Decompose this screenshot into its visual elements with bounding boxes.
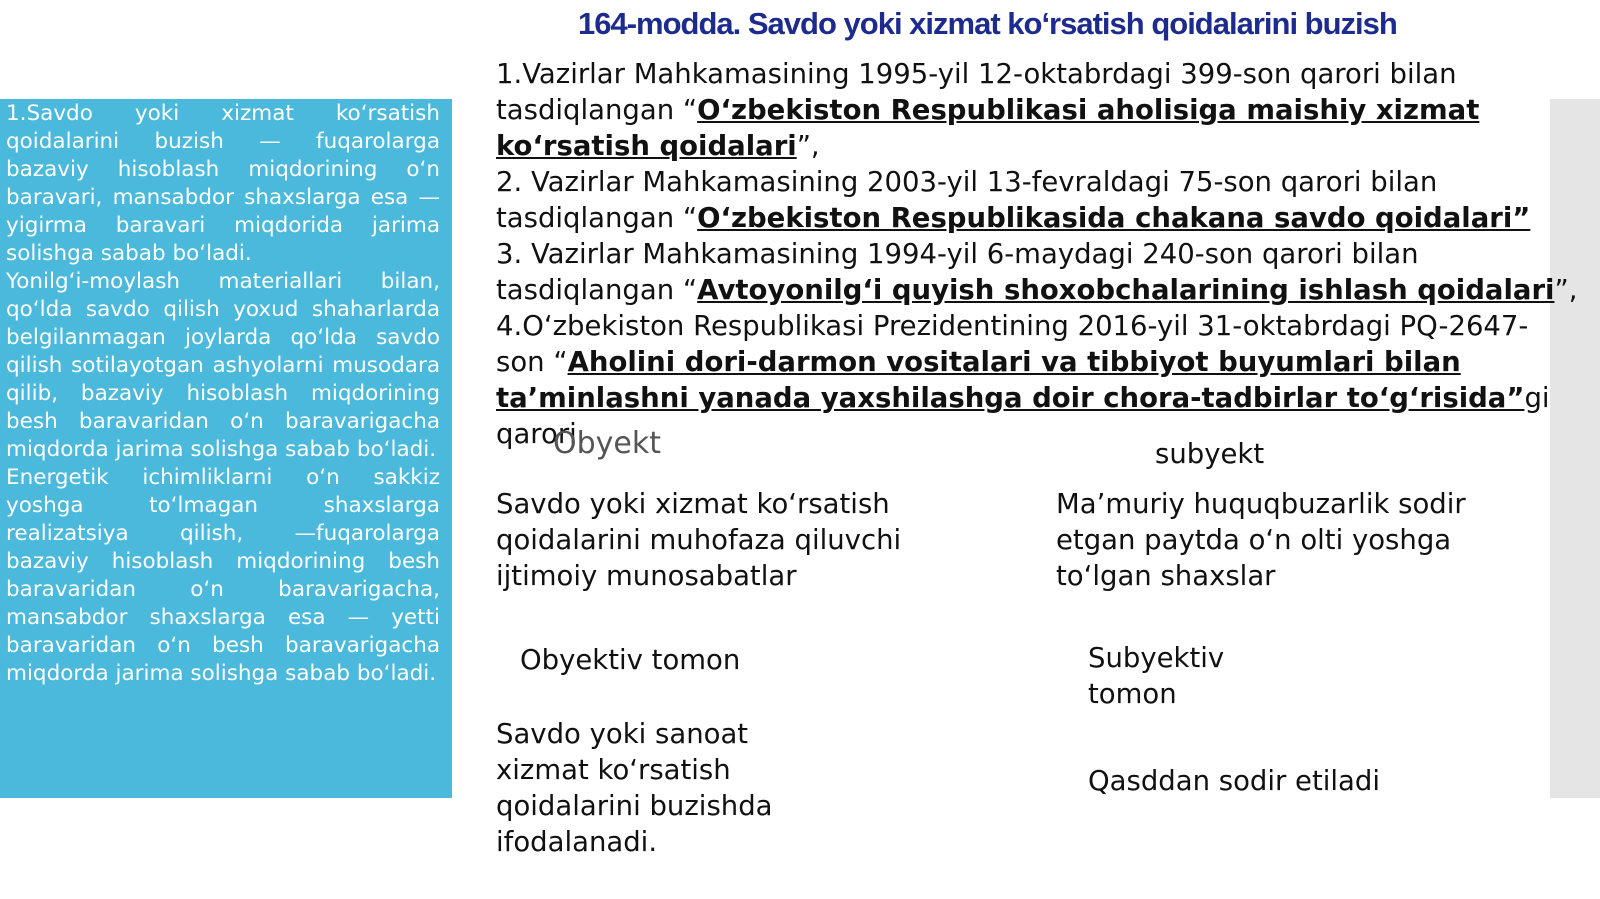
obyekt-label: Obyekt: [553, 426, 662, 461]
obyekt-description: Savdo yoki xizmat ko‘rsatish qoidalarini muhofaza qiluvchi ijtimoiy munosabatlar: [496, 488, 902, 592]
source-1-title: O‘zbekiston Respublikasi aholisiga maishiy xizmat: [697, 94, 1480, 126]
source-line: qarori.: [496, 418, 586, 450]
source-1-title-cont: ko‘rsatish qoidalari: [496, 130, 797, 162]
source-line: tasdiqlangan “O‘zbekiston Respublikasi aholisiga maishiy xizmat: [496, 94, 1480, 126]
obyektiv-tomon-description: Savdo yoki sanoat xizmat ko‘rsatish qoidalarini buzishda ifodalanadi.: [496, 718, 773, 858]
source-line: ta’minlashni yanada yaxshilashga doir chora-tadbirlar to‘g‘risida”gi: [496, 382, 1550, 414]
article-paragraph-3: Energetik ichimliklarni o‘n sakkiz yoshga to‘lmagan shaxslarga realizatsiya qilish, —fuqarolarga bazaviy hisoblash miqdorining besh baravaridan o‘n baravarigacha, mansabdor shaxslarga esa — yetti baravaridan o‘n besh baravarigacha miqdorda jarima solishga sabab bo‘ladi.: [6, 465, 440, 686]
source-line: tasdiqlangan “Avtoyonilg‘i quyish shoxobchalarining ishlash qoidalari”,: [496, 274, 1578, 306]
source-line: tasdiqlangan “O‘zbekiston Respublikasida chakana savdo qoidalari”: [496, 202, 1531, 234]
source-4-title-cont: ta’minlashni yanada yaxshilashga doir chora-tadbirlar to‘g‘risida”: [496, 382, 1525, 414]
source-2-title: O‘zbekiston Respublikasida chakana savdo qoidalari”: [697, 202, 1531, 234]
obyektiv-tomon-label: Obyektiv tomon: [520, 644, 741, 676]
subyektiv-tomon-description: Qasddan sodir etiladi: [1088, 765, 1380, 797]
source-line: 4.O‘zbekiston Respublikasi Prezidentining 2016-yil 31-oktabrdagi PQ-2647-: [496, 310, 1529, 342]
subyekt-description: Ma’muriy huquqbuzarlik sodir etgan paytda o‘n olti yoshga to‘lgan shaxslar: [1056, 488, 1466, 592]
source-line: 3. Vazirlar Mahkamasining 1994-yil 6-maydagi 240-son qarori bilan: [496, 238, 1419, 270]
right-decorative-strip: [1550, 99, 1600, 798]
source-3-title: Avtoyonilg‘i quyish shoxobchalarining ishlash qoidalari: [697, 274, 1555, 306]
article-paragraph-2: Yonilg‘i-moylash materiallari bilan, qo‘lda savdo qilish yoxud shaharlarda belgilanmagan joylarda qo‘lda savdo qilish sotilayotgan ashyolarni musodara qilib, bazaviy hisoblash miqdorining besh baravaridan o‘n baravarigacha miqdorda jarima solishga sabab bo‘ladi.: [6, 269, 440, 462]
article-paragraph-1: 1.Savdo yoki xizmat ko‘rsatish qoidalarini buzish — fuqarolarga bazaviy hisoblash miqdorining o‘n baravari, mansabdor shaxslarga esa — yigirma baravari miqdorida jarima solishga sabab bo‘ladi.: [6, 101, 440, 266]
slide-title: 164-modda. Savdo yoki xizmat ko‘rsatish qoidalarini buzish: [578, 6, 1397, 41]
article-text-panel: [6, 100, 440, 688]
subyektiv-tomon-label: Subyektiv tomon: [1088, 642, 1225, 710]
source-line: ko‘rsatish qoidalari”,: [496, 130, 820, 162]
subyekt-label: subyekt: [1155, 438, 1265, 470]
source-line: 2. Vazirlar Mahkamasining 2003-yil 13-fevraldagi 75-son qarori bilan: [496, 166, 1438, 198]
source-4-title: Aholini dori-darmon vositalari va tibbiyot buyumlari bilan: [567, 346, 1461, 378]
legal-sources-list: [496, 56, 1578, 452]
source-line: 1.Vazirlar Mahkamasining 1995-yil 12-oktabrdagi 399-son qarori bilan: [496, 58, 1457, 90]
source-line: son “Aholini dori-darmon vositalari va tibbiyot buyumlari bilan: [496, 346, 1461, 378]
